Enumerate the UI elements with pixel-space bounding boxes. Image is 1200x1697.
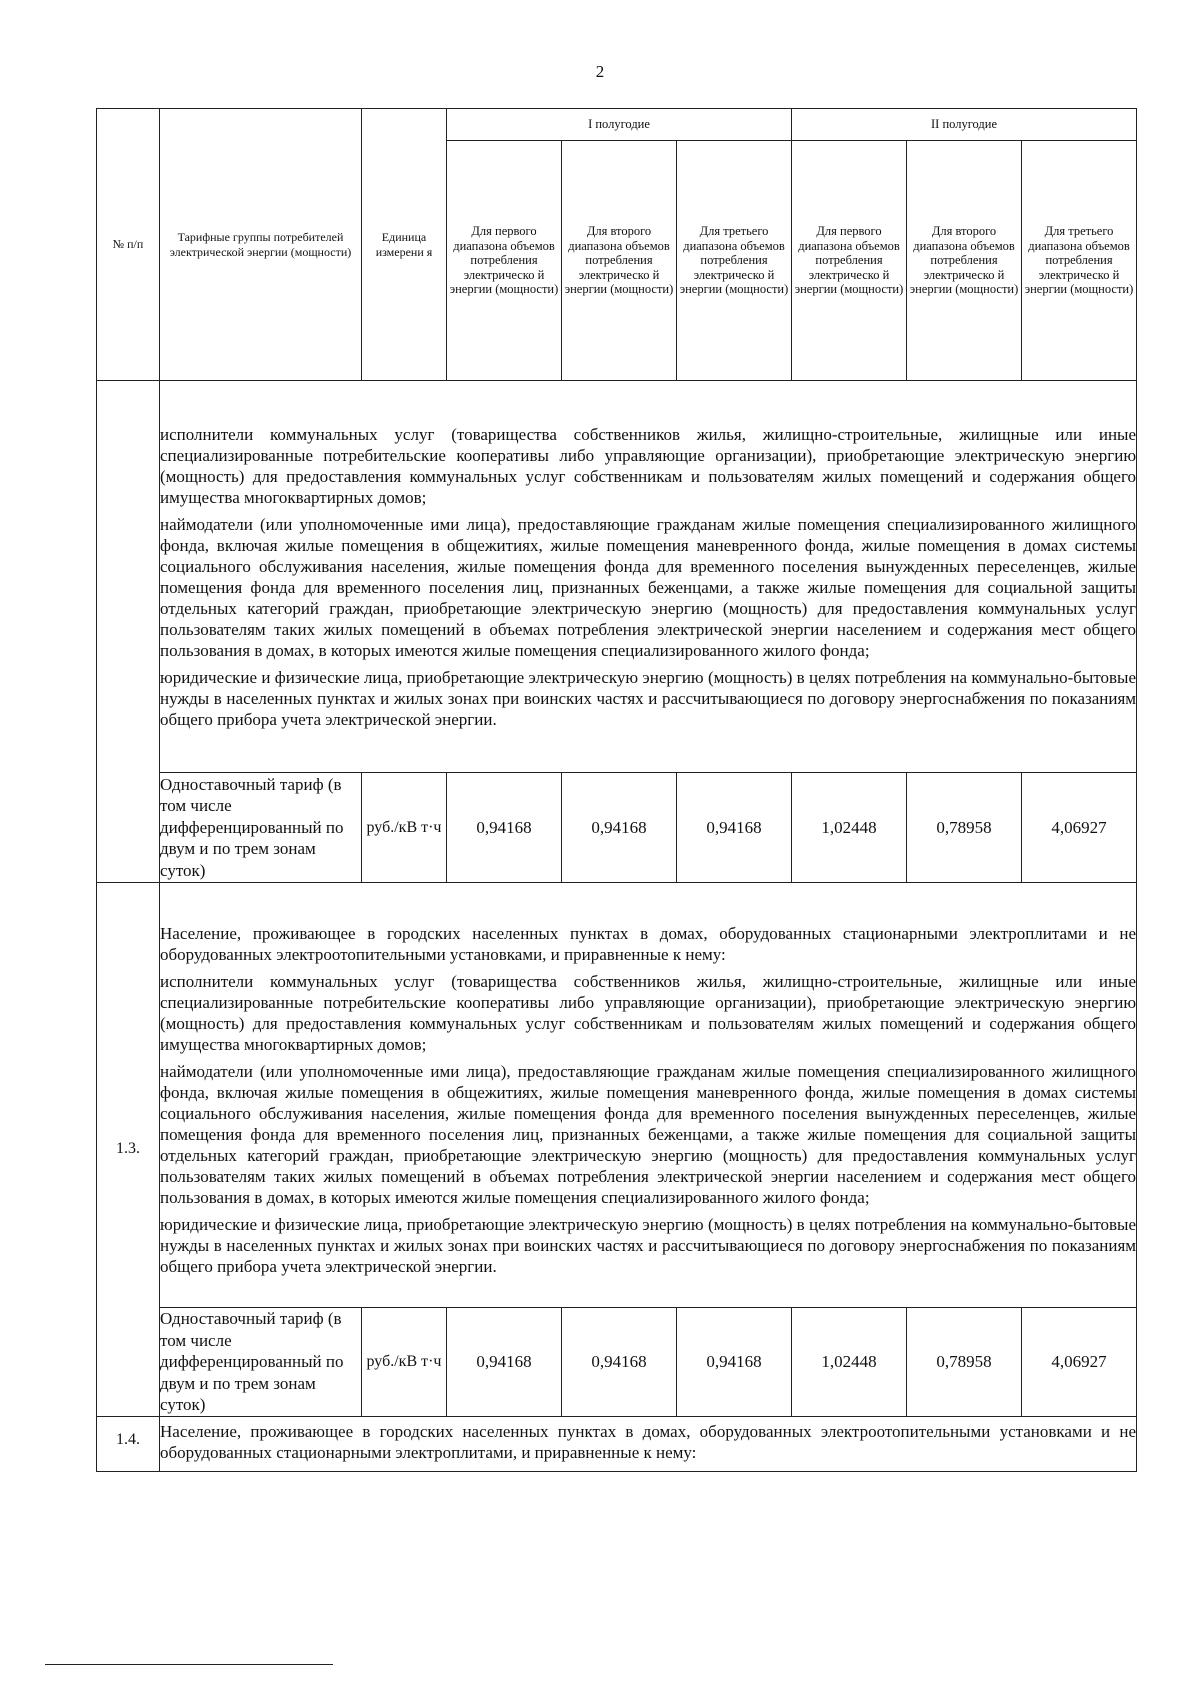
paragraph-population-electric-heating: Население, проживающее в городских населенных пунктах в домах, оборудованных электроотопительными установками и не оборудованных стационарными электроплитами, и приравненные к нему: [160,1421,1137,1462]
paragraph-landlords: наймодатели (или уполномоченные ими лица), предоставляющие гражданам жилые помещения специализированного жилищного фонда, включая жилые помещения в общежитиях, жилые помещения маневренного фонда, жилые помещения в домах системы социального обслуживания населения, жилые помещения фонда для временного поселения вынужденных переселенцев, жилые помещения фонда для временного поселения лиц, признанных беженцами, а также жилые помещения для социальной защиты отдельных категорий граждан, приобретающие электрическую энергию (мощность) для предоставления коммунальных услуг пользователям таких жилых помещений в объемах потребления электрической энергии населением и содержания мест общего пользования в домах, в которых имеются жилые помещения специализированного жилого фонда; [160,1062,1137,1207]
paragraph-landlords: наймодатели (или уполномоченные ими лица), предоставляющие гражданам жилые помещения специализированного жилищного фонда, включая жилые помещения в общежитиях, жилые помещения маневренного фонда, жилые помещения в домах системы социального обслуживания населения, жилые помещения фонда для временного поселения вынужденных переселенцев, жилые помещения фонда для временного поселения лиц, признанных беженцами, а также жилые помещения для социальной защиты отдельных категорий граждан, приобретающие электрическую энергию (мощность) для предоставления коммунальных услуг пользователям таких жилых помещений в объемах потребления электрической энергии населением и содержания мест общего пользования в домах, в которых имеются жилые помещения специализированного жилого фонда; [160,514,1137,660]
section-1-4-text-row [97,1416,1137,1471]
tariff-value-h2-r2: 0,78958 [907,773,1022,883]
header-h1-range-3: Для третьего диапазона объемов потребления электрическо й энергии (мощности) [677,141,792,381]
paragraph-utility-providers: исполнители коммунальных услуг (товарищества собственников жилья, жилищно-строительные, жилищные или иные специализированные потребительские кооперативы либо управляющие организации), приобретающие электрическую энергию (мощность) для предоставления коммунальных услуг собственникам и пользователям жилых помещений и содержания общего имущества многоквартирных домов; [160,972,1137,1054]
tariff-value-h2-r3: 4,06927 [1022,773,1137,883]
continuation-number-cell [97,381,160,883]
header-unit: Единица измерени я [362,109,447,381]
section-1-3-tariff-row [97,1308,1137,1417]
header-h1-range-2: Для второго диапазона объемов потребления электрическо й энергии (мощности) [562,141,677,381]
header-h2-range-1: Для первого диапазона объемов потребления электрическо й энергии (мощности) [792,141,907,381]
header-row-periods [97,109,1137,141]
page-number: 2 [595,62,605,81]
header-tariff-groups: Тарифные группы потребителей электрической энергии (мощности) [160,109,362,381]
tariff-value-h1-r3: 0,94168 [677,1308,792,1417]
tariff-value-h1-r2: 0,94168 [562,773,677,883]
tariff-unit: руб./кВ т·ч [362,1308,447,1417]
header-h2-range-2: Для второго диапазона объемов потребления электрическо й энергии (мощности) [907,141,1022,381]
tariff-value-h1-r1: 0,94168 [447,773,562,883]
header-h2-range-3: Для третьего диапазона объемов потребления электрическо й энергии (мощности) [1022,141,1137,381]
header-h1-range-1: Для первого диапазона объемов потребления электрическо й энергии (мощности) [447,141,562,381]
tariff-name: Одноставочный тариф (в том числе дифференцированный по двум и по трем зонам суток) [160,773,362,883]
tariff-value-h2-r2: 0,78958 [907,1308,1022,1417]
header-number: № п/п [97,109,160,381]
tariff-table [96,108,1137,1472]
continuation-text-row [97,381,1137,773]
tariff-value-h1-r1: 0,94168 [447,1308,562,1417]
continuation-text [160,381,1137,773]
header-half-2: II полугодие [792,109,1137,141]
paragraph-population-electric-stoves: Население, проживающее в городских населенных пунктах в домах, оборудованных стационарными электроплитами и не оборудованных электроотопительными установками, и приравненные к нему: [160,924,1137,964]
tariff-value-h2-r1: 1,02448 [792,773,907,883]
section-1-4-number: 1.4. [97,1416,160,1471]
paragraph-utility-providers: исполнители коммунальных услуг (товарищества собственников жилья, жилищно-строительные, жилищные или иные специализированные потребительские кооперативы либо управляющие организации), приобретающие электрическую энергию (мощность) для предоставления коммунальных услуг собственникам и пользователям жилых помещений и содержания общего имущества многоквартирных домов; [160,424,1137,507]
tariff-unit: руб./кВ т·ч [362,773,447,883]
paragraph-legal-entities: юридические и физические лица, приобретающие электрическую энергию (мощность) в целях потребления на коммунально-бытовые нужды в населенных пунктах и жилых зонах при воинских частях и рассчитывающиеся по договору энергоснабжения по показаниям общего прибора учета электрической энергии. [160,1215,1137,1276]
continuation-tariff-row [97,773,1137,883]
section-1-4-text [160,1416,1137,1471]
tariff-value-h2-r1: 1,02448 [792,1308,907,1417]
tariff-value-h2-r3: 4,06927 [1022,1308,1137,1417]
section-1-3-text-row [97,883,1137,1308]
tariff-name: Одноставочный тариф (в том числе дифференцированный по двум и по трем зонам суток) [160,1308,362,1417]
paragraph-legal-entities: юридические и физические лица, приобретающие электрическую энергию (мощность) в целях потребления на коммунально-бытовые нужды в населенных пунктах и жилых зонах при воинских частях и рассчитывающиеся по договору энергоснабжения по показаниям общего прибора учета электрической энергии. [160,667,1137,729]
tariff-value-h1-r2: 0,94168 [562,1308,677,1417]
tariff-value-h1-r3: 0,94168 [677,773,792,883]
footer-rule [45,1664,333,1665]
header-half-1: I полугодие [447,109,792,141]
section-1-3-text [160,883,1137,1308]
section-1-3-number: 1.3. [97,883,160,1417]
